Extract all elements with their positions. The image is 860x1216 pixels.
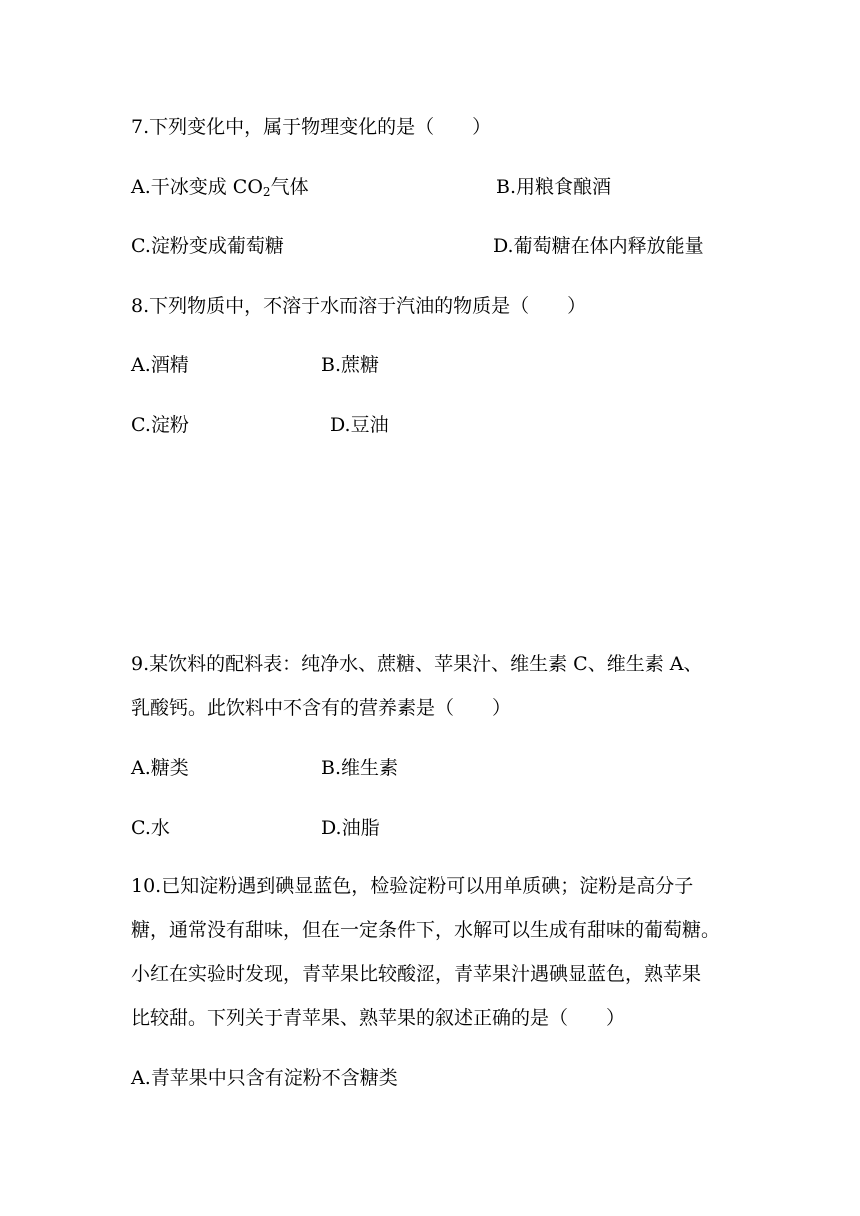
question-10-option-a: A.青苹果中只含有淀粉不含糖类 [131,1067,398,1089]
question-10-stem-line-4: 比较甜。下列关于青苹果、熟苹果的叙述正确的是（ ） [131,1007,626,1029]
question-8-option-c: C.淀粉 [131,414,189,436]
question-7-option-d: D.葡萄糖在体内释放能量 [493,235,704,257]
question-9-option-a: A.糖类 [131,757,189,779]
question-7-option-a [131,175,309,204]
question-10-stem-line-1: 10.已知淀粉遇到碘显蓝色，检验淀粉可以用单质碘；淀粉是高分子 [131,875,694,897]
question-9-stem-line-2: 乳酸钙。此饮料中不含有的营养素是（ ） [131,697,512,719]
question-8-option-d: D.豆油 [330,414,389,436]
question-8-option-b: B.蔗糖 [321,354,380,376]
question-8-option-a: A.酒精 [131,354,189,376]
question-10-stem-line-3: 小红在实验时发现，青苹果比较酸涩，青苹果汁遇碘显蓝色，熟苹果 [131,963,702,985]
question-7-stem: 7.下列变化中，属于物理变化的是（ ） [131,116,492,138]
question-9-option-d: D.油脂 [321,817,380,839]
option-a-suffix: 气体 [270,176,309,198]
question-10-stem-line-2: 糖，通常没有甜味，但在一定条件下，水解可以生成有甜味的葡萄糖。 [131,919,721,941]
co2-subscript: 2 [262,185,271,199]
question-8-stem: 8.下列物质中，不溶于水而溶于汽油的物质是（ ） [131,295,587,317]
question-7-option-b: B.用粮食酿酒 [496,176,612,198]
question-9-option-b: B.维生素 [321,757,399,779]
question-7-option-c: C.淀粉变成葡萄糖 [131,235,284,257]
option-a-text: A.干冰变成 CO [131,176,263,198]
question-9-option-c: C.水 [131,817,170,839]
question-9-stem-line-1: 9.某饮料的配料表：纯净水、蔗糖、苹果汁、维生素 C、维生素 A、 [131,653,703,675]
